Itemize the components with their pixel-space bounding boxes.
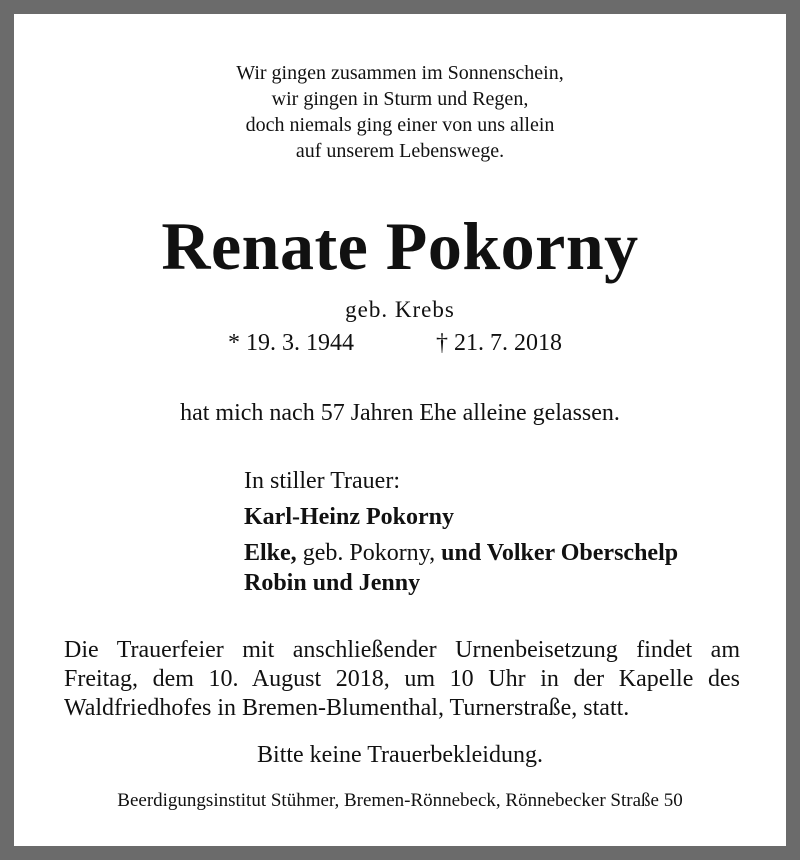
daughter-partner: und Volker Oberschelp [441, 540, 679, 566]
ceremony-line: Die Trauerfeier mit anschließender Urnenbeisetzung findet am [64, 637, 740, 663]
marriage-statement: hat mich nach 57 Jahren Ehe alleine gelassen. [180, 400, 620, 426]
mourner-husband: Karl-Heinz Pokorny [244, 504, 454, 530]
maiden-name: geb. Krebs [345, 297, 455, 322]
poem-line: doch niemals ging einer von uns allein [245, 114, 555, 136]
ceremony-line: Waldfriedhofes in Bremen-Blumenthal, Turnerstraße, statt. [64, 695, 630, 721]
mourners-list [244, 466, 678, 598]
memorial-poem [14, 60, 786, 164]
mourner-daughter-line [244, 538, 678, 568]
birth-date: * 19. 3. 1944 [228, 330, 354, 356]
daughter-name: Elke, [244, 540, 297, 566]
poem-line: Wir gingen zusammen im Sonnenschein, [236, 62, 564, 84]
poem-line: auf unserem Lebenswege. [295, 140, 505, 162]
mourners-intro: In stiller Trauer: [244, 468, 400, 494]
undertaker-info: Beerdigungsinstitut Stühmer, Bremen-Rönnebeck, Rönnebecker Straße 50 [117, 790, 683, 811]
poem-line: wir gingen in Sturm und Regen, [271, 88, 529, 110]
dress-request: Bitte keine Trauerbekleidung. [257, 742, 543, 768]
mourner-grandchildren: Robin und Jenny [244, 570, 421, 596]
deceased-name: Renate Pokorny [161, 208, 639, 284]
daughter-maiden: geb. Pokorny, [302, 540, 436, 566]
ceremony-announcement [64, 636, 740, 723]
obituary-notice [14, 14, 786, 846]
ceremony-line: Freitag, dem 10. August 2018, um 10 Uhr in der Kapelle des [64, 666, 740, 692]
death-date: † 21. 7. 2018 [436, 330, 562, 356]
